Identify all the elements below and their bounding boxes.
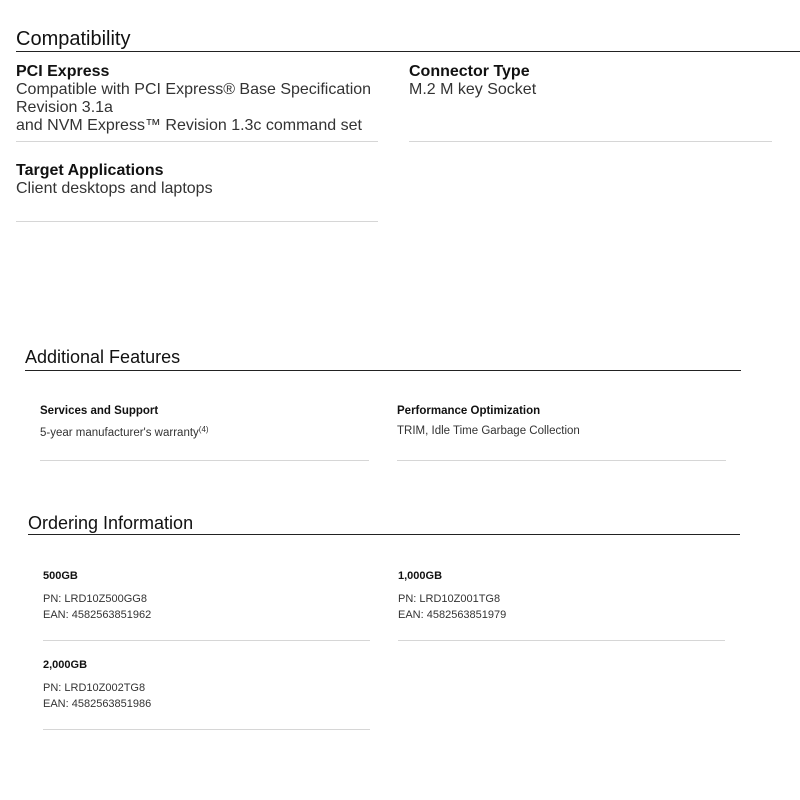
section-title: Additional Features (25, 347, 741, 371)
spec-value-line: Compatible with PCI Express® Base Specification Revision 3.1a (16, 81, 372, 116)
order-details (398, 591, 725, 623)
spec-value-line: Client desktops and laptops (16, 180, 213, 197)
ean-code: EAN: 4582563851979 (398, 609, 507, 621)
ean-code: EAN: 4582563851962 (43, 609, 152, 621)
spec-value (40, 425, 369, 439)
capacity-label: 2,000GB (43, 659, 88, 671)
order-item-2000gb (43, 659, 370, 730)
section-title: Compatibility (16, 28, 800, 52)
footnote-marker: (4) (198, 425, 209, 434)
spec-value (16, 81, 378, 135)
additional-features-section (25, 347, 741, 439)
order-details (43, 680, 370, 712)
ean-code: EAN: 4582563851986 (43, 698, 152, 710)
part-number: PN: LRD10Z002TG8 (43, 682, 146, 694)
spec-value (409, 81, 772, 99)
spec-label: Target Applications (16, 162, 164, 179)
ordering-information-section (28, 513, 740, 710)
spec-value-text: 5-year manufacturer's warranty (40, 427, 199, 439)
spec-item-pci-express (16, 63, 378, 142)
spec-item-connector-type (409, 63, 772, 142)
spec-label: Connector Type (409, 63, 530, 80)
spec-value-line: M.2 M key Socket (409, 81, 537, 98)
capacity-label: 1,000GB (398, 570, 443, 582)
spec-value-line: and NVM Express™ Revision 1.3c command set (16, 117, 362, 134)
part-number: PN: LRD10Z001TG8 (398, 593, 501, 605)
section-title: Ordering Information (28, 513, 740, 535)
capacity-label: 500GB (43, 570, 78, 582)
compatibility-section (16, 28, 800, 52)
spec-item-services-support (40, 405, 369, 461)
spec-label: Services and Support (40, 405, 159, 417)
spec-item-performance-optimization (397, 405, 726, 461)
spec-label: Performance Optimization (397, 405, 541, 417)
part-number: PN: LRD10Z500GG8 (43, 593, 147, 605)
spec-label: PCI Express (16, 63, 110, 80)
order-item-500gb (43, 570, 370, 641)
spec-value (16, 180, 378, 198)
spec-item-target-applications (16, 162, 378, 222)
order-details (43, 591, 370, 623)
spec-value: TRIM, Idle Time Garbage Collection (397, 425, 580, 437)
order-item-1000gb (398, 570, 725, 641)
